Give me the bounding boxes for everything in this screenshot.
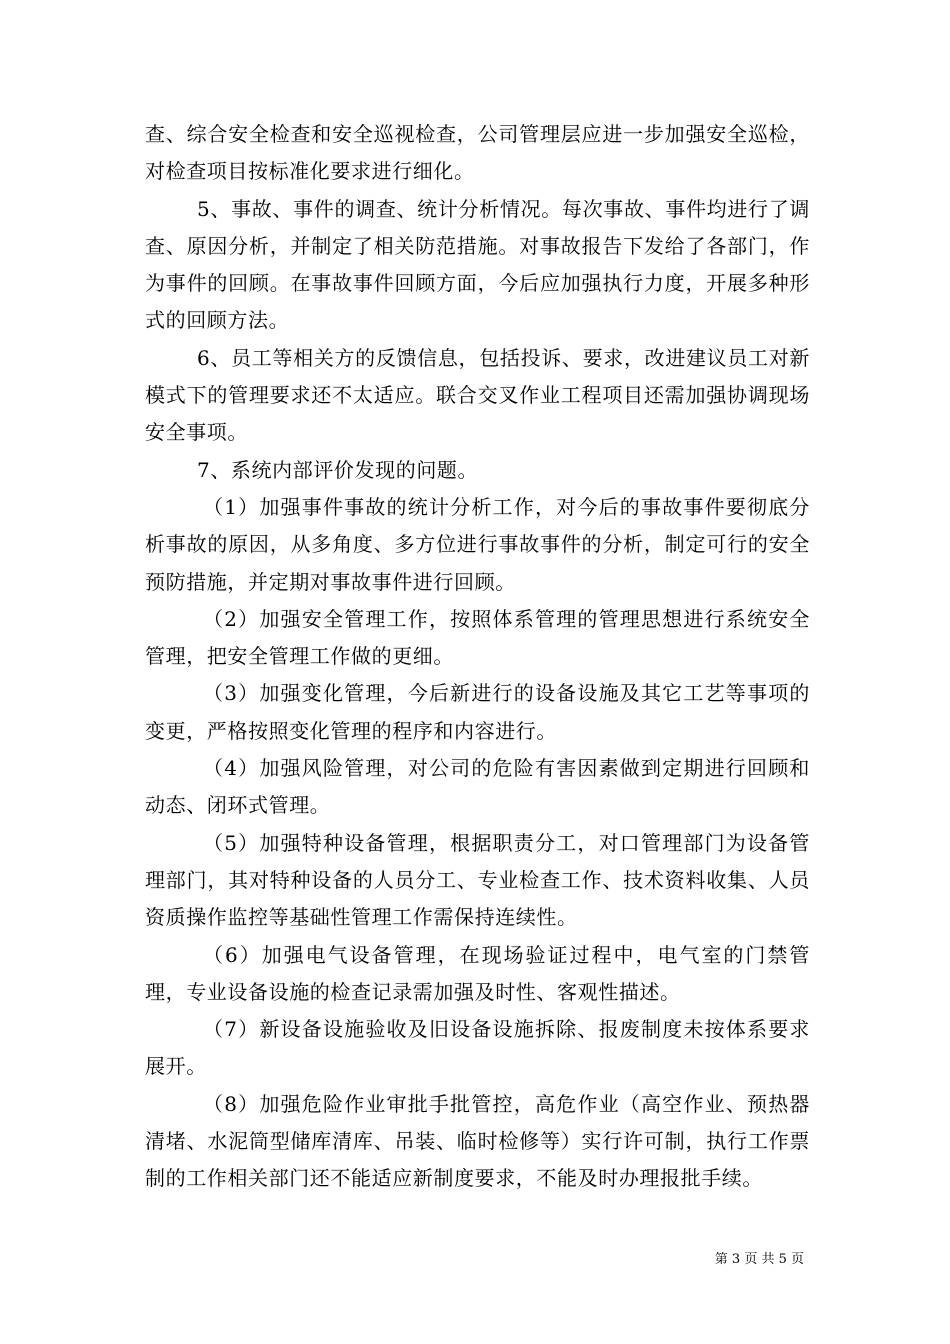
paragraph-sub-2: （2）加强安全管理工作，按照体系管理的管理思想进行系统安全管理，把安全管理工作做的更细。: [145, 606, 810, 669]
paragraph-sub-3: （3）加强变化管理，今后新进行的设备设施及其它工艺等事项的变更，严格按照变化管理的程序和内容进行。: [145, 681, 810, 743]
document-body: [145, 116, 810, 1198]
paragraph-sub-7: （7）新设备设施验收及旧设备设施拆除、报废制度未按体系要求展开。: [145, 1017, 810, 1079]
paragraph-sub-6: （6）加强电气设备管理，在现场验证过程中，电气室的门禁管理，专业设备设施的检查记录需加强及时性、客观性描述。: [145, 942, 810, 1004]
paragraph-sub-5: （5）加强特种设备管理，根据职责分工，对口管理部门为设备管理部门，其对特种设备的人员分工、专业检查工作、技术资料收集、人员资质操作监控等基础性管理工作需保持连续性。: [145, 830, 810, 930]
paragraph-sub-4: （4）加强风险管理，对公司的危险有害因素做到定期进行回顾和动态、闭环式管理。: [145, 756, 810, 818]
paragraph-item-7: 7、系统内部评价发现的问题。: [197, 457, 479, 482]
paragraph-sub-1: （1）加强事件事故的统计分析工作，对今后的事故事件要彻底分析事故的原因，从多角度、多方位进行事故事件的分析，制定可行的安全预防措施，并定期对事故事件进行回顾。: [145, 494, 810, 594]
paragraph-sub-8: （8）加强危险作业审批手批管控，高危作业（高空作业、预热器清堵、水泥筒型储库清库、吊装、临时检修等）实行许可制，执行工作票制的工作相关部门还不能适应新制度要求，不能及时办理报批手续。: [145, 1091, 810, 1191]
paragraph-item-5: 5、事故、事件的调查、统计分析情况。每次事故、事件均进行了调查、原因分析，并制定了相关防范措施。对事故报告下发给了各部门，作为事件的回顾。在事故事件回顾方面，今后应加强执行力度，开展多种形式的回顾方法。: [145, 196, 810, 333]
page-number-footer: 第 3 页 共 5 页: [714, 1252, 804, 1267]
paragraph-continuation: 查、综合安全检查和安全巡视检查，公司管理层应进一步加强安全巡检，对检查项目按标准化要求进行细化。: [145, 122, 810, 184]
paragraph-item-6: 6、员工等相关方的反馈信息，包括投诉、要求，改进建议员工对新模式下的管理要求还不太适应。联合交叉作业工程项目还需加强协调现场安全事项。: [145, 345, 810, 445]
